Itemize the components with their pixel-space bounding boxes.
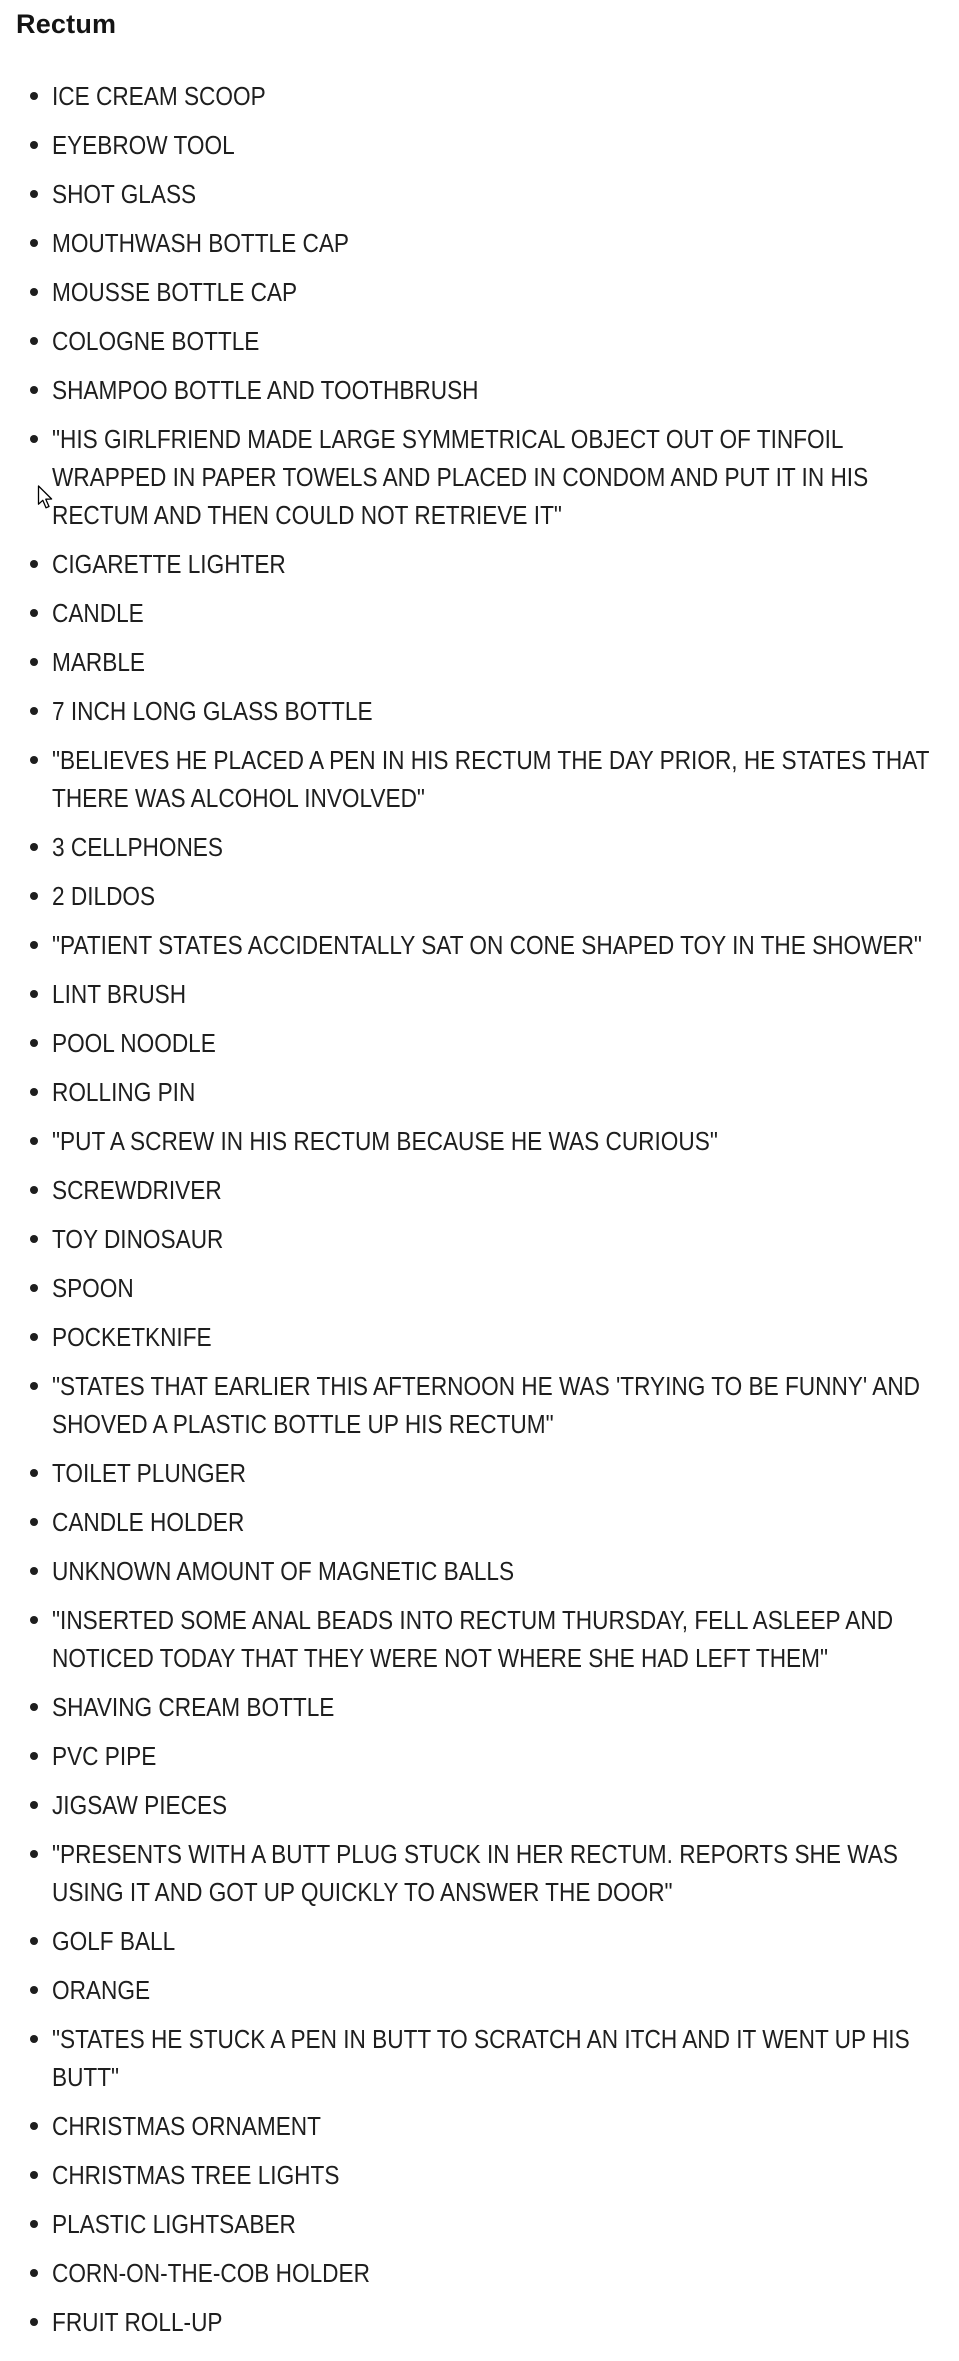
bullet-icon xyxy=(30,239,38,247)
list-item xyxy=(0,224,959,262)
list-item xyxy=(0,643,959,681)
list-item-text: SHAMPOO BOTTLE AND TOOTHBRUSH xyxy=(52,375,479,405)
list-item-text: COLOGNE BOTTLE xyxy=(52,326,260,356)
list-item xyxy=(0,1220,959,1258)
bullet-icon xyxy=(30,843,38,851)
list-item-text: LINT BRUSH xyxy=(52,979,187,1009)
list-item-text: JIGSAW PIECES xyxy=(52,1790,228,1820)
bullet-icon xyxy=(30,1137,38,1145)
list-item-text: POCKETKNIFE xyxy=(52,1322,212,1352)
bullet-icon xyxy=(30,1186,38,1194)
bullet-icon xyxy=(30,2269,38,2277)
bullet-icon xyxy=(30,658,38,666)
bullet-icon xyxy=(30,1088,38,1096)
list-item-text: TOILET PLUNGER xyxy=(52,1458,247,1488)
bullet-icon xyxy=(30,990,38,998)
list-item-text: GOLF BALL xyxy=(52,1926,176,1956)
bullet-icon xyxy=(30,2171,38,2179)
list-item-text: "INSERTED SOME ANAL BEADS INTO RECTUM THURSDAY, FELL ASLEEP AND NOTICED TODAY THAT THEY WERE NOT WHERE SHE HAD LEFT THEM" xyxy=(52,1605,894,1673)
list-item xyxy=(0,2205,959,2243)
bullet-icon xyxy=(30,1703,38,1711)
list-item xyxy=(0,1073,959,1111)
list-item xyxy=(0,420,959,534)
list-item-text: ROLLING PIN xyxy=(52,1077,196,1107)
bullet-icon xyxy=(30,1616,38,1624)
bullet-icon xyxy=(30,2220,38,2228)
list-item xyxy=(0,1318,959,1356)
bullet-icon xyxy=(30,892,38,900)
list-item xyxy=(0,2156,959,2194)
list-item xyxy=(0,2020,959,2096)
list-item xyxy=(0,828,959,866)
bullet-icon xyxy=(30,609,38,617)
bullet-icon xyxy=(30,1986,38,1994)
list-item xyxy=(0,2107,959,2145)
list-item-text: SPOON xyxy=(52,1273,134,1303)
list-item-text: MOUSSE BOTTLE CAP xyxy=(52,277,298,307)
list-item xyxy=(0,594,959,632)
list-item xyxy=(0,1367,959,1443)
bullet-icon xyxy=(30,288,38,296)
bullet-icon xyxy=(30,1469,38,1477)
list-item-text: 2 DILDOS xyxy=(52,881,156,911)
list-item-text: "STATES HE STUCK A PEN IN BUTT TO SCRATCH AN ITCH AND IT WENT UP HIS BUTT" xyxy=(52,2024,910,2092)
list-item-text: FRUIT ROLL-UP xyxy=(52,2307,223,2337)
list-item-text: ORANGE xyxy=(52,1975,151,2005)
bullet-icon xyxy=(30,1382,38,1390)
list-item-text: CIGARETTE LIGHTER xyxy=(52,549,286,579)
bullet-icon xyxy=(30,1937,38,1945)
list-item-text: SHOT GLASS xyxy=(52,179,197,209)
list-item xyxy=(0,175,959,213)
list-item xyxy=(0,1601,959,1677)
list-item xyxy=(0,926,959,964)
list-item-text: "HIS GIRLFRIEND MADE LARGE SYMMETRICAL OBJECT OUT OF TINFOIL WRAPPED IN PAPER TOWELS AND PLACED IN CONDOM AND PUT IT IN HIS RECTUM AND THEN COULD NOT RETRIEVE IT" xyxy=(52,424,869,530)
list-item xyxy=(0,1835,959,1911)
list-item xyxy=(0,975,959,1013)
list-item-text: CANDLE xyxy=(52,598,144,628)
list-item-text: SCREWDRIVER xyxy=(52,1175,222,1205)
list-item xyxy=(0,1024,959,1062)
list-item-text: TOY DINOSAUR xyxy=(52,1224,224,1254)
list-item xyxy=(0,1503,959,1541)
bullet-icon xyxy=(30,756,38,764)
list-item-text: CANDLE HOLDER xyxy=(52,1507,245,1537)
list-item xyxy=(0,371,959,409)
list-item xyxy=(0,1786,959,1824)
list-item-text: UNKNOWN AMOUNT OF MAGNETIC BALLS xyxy=(52,1556,515,1586)
list-item-text: MARBLE xyxy=(52,647,146,677)
list-item-text: "BELIEVES HE PLACED A PEN IN HIS RECTUM THE DAY PRIOR, HE STATES THAT THERE WAS ALCOHOL INVOLVED" xyxy=(52,745,930,813)
list-item xyxy=(0,322,959,360)
list-item xyxy=(0,1688,959,1726)
list-item xyxy=(0,2303,959,2341)
list-item xyxy=(0,741,959,817)
list-item-text: EYEBROW TOOL xyxy=(52,130,235,160)
bullet-icon xyxy=(30,1518,38,1526)
list-item-text: "PRESENTS WITH A BUTT PLUG STUCK IN HER RECTUM. REPORTS SHE WAS USING IT AND GOT UP QUICKLY TO ANSWER THE DOOR" xyxy=(52,1839,898,1907)
list-item xyxy=(0,877,959,915)
bullet-icon xyxy=(30,92,38,100)
list-item xyxy=(0,1454,959,1492)
list-item xyxy=(0,1922,959,1960)
bullet-icon xyxy=(30,1567,38,1575)
list-item-text: CHRISTMAS ORNAMENT xyxy=(52,2111,321,2141)
bullet-icon xyxy=(30,1333,38,1341)
rectum-object-list xyxy=(0,77,959,2341)
list-item xyxy=(0,1171,959,1209)
bullet-icon xyxy=(30,190,38,198)
bullet-icon xyxy=(30,1039,38,1047)
bullet-icon xyxy=(30,1752,38,1760)
bullet-icon xyxy=(30,141,38,149)
list-item xyxy=(0,1737,959,1775)
list-item xyxy=(0,2254,959,2292)
bullet-icon xyxy=(30,1235,38,1243)
bullet-icon xyxy=(30,2122,38,2130)
bullet-icon xyxy=(30,941,38,949)
list-item-text: "PATIENT STATES ACCIDENTALLY SAT ON CONE SHAPED TOY IN THE SHOWER" xyxy=(52,930,922,960)
list-item-text: CORN-ON-THE-COB HOLDER xyxy=(52,2258,370,2288)
bullet-icon xyxy=(30,386,38,394)
bullet-icon xyxy=(30,2318,38,2326)
bullet-icon xyxy=(30,337,38,345)
bullet-icon xyxy=(30,560,38,568)
list-item-text: "STATES THAT EARLIER THIS AFTERNOON HE WAS 'TRYING TO BE FUNNY' AND SHOVED A PLASTIC BOTTLE UP HIS RECTUM" xyxy=(52,1371,921,1439)
list-item xyxy=(0,1552,959,1590)
list-item xyxy=(0,692,959,730)
list-item xyxy=(0,1269,959,1307)
bullet-icon xyxy=(30,707,38,715)
list-item xyxy=(0,126,959,164)
list-item-text: POOL NOODLE xyxy=(52,1028,216,1058)
list-item-text: SHAVING CREAM BOTTLE xyxy=(52,1692,335,1722)
list-item-text: ICE CREAM SCOOP xyxy=(52,81,266,111)
bullet-icon xyxy=(30,2035,38,2043)
list-item xyxy=(0,1122,959,1160)
list-item xyxy=(0,1971,959,2009)
list-item xyxy=(0,545,959,583)
list-item-text: 3 CELLPHONES xyxy=(52,832,223,862)
bullet-icon xyxy=(30,1850,38,1858)
list-item-text: CHRISTMAS TREE LIGHTS xyxy=(52,2160,340,2190)
list-item xyxy=(0,273,959,311)
bullet-icon xyxy=(30,1284,38,1292)
bullet-icon xyxy=(30,435,38,443)
list-item-text: 7 INCH LONG GLASS BOTTLE xyxy=(52,696,373,726)
page-title: Rectum xyxy=(16,9,117,39)
list-item-text: "PUT A SCREW IN HIS RECTUM BECAUSE HE WAS CURIOUS" xyxy=(52,1126,718,1156)
bullet-icon xyxy=(30,1801,38,1809)
list-item xyxy=(0,77,959,115)
list-item-text: PVC PIPE xyxy=(52,1741,157,1771)
list-item-text: MOUTHWASH BOTTLE CAP xyxy=(52,228,350,258)
list-item-text: PLASTIC LIGHTSABER xyxy=(52,2209,296,2239)
